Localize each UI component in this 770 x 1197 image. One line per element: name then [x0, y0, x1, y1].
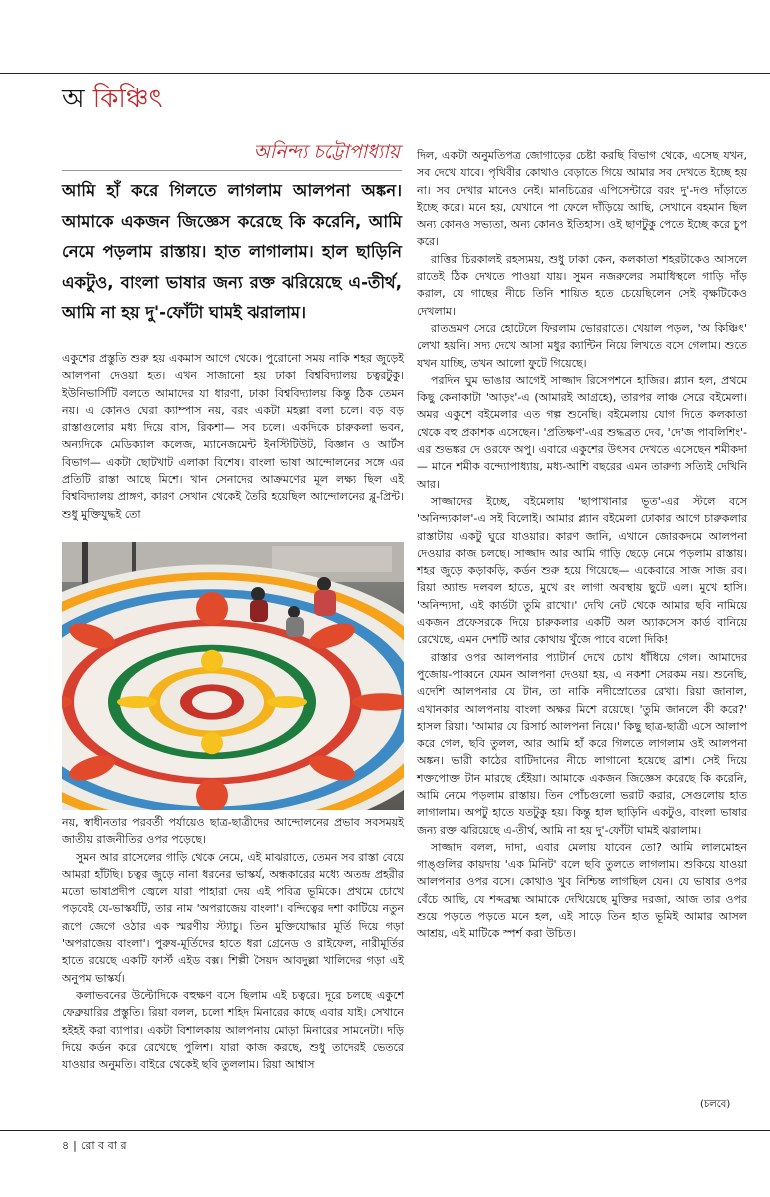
- column-right: [417, 147, 747, 943]
- section-name: কিঞ্চিৎ: [92, 84, 163, 114]
- page-number: ৪: [62, 1139, 70, 1152]
- alpana-photo-image: [62, 542, 404, 810]
- paragraph: পরদিন ঘুম ভাঙার আগেই সাজ্জাদ রিসেপশনে হাজির। প্ল্যান হল, প্রথমে কিছু কেনাকাটা 'আড়ং'-এ (আমারই আগ্রহে), তারপর লাঞ্চ সেরে বইমেলা। অমর একুশে বইমেলার এত গল্প শুনেছি। বইমেলায় যোগ দিতে কলকাতা থেকে বহু প্রকাশক এসেছেন। 'প্রতিক্ষণ'-এর শুদ্ধব্রত দেব, 'দে'জ পাবলিশিং'-এর শুভঙ্কর দে ওরফে অপু। এবারে একুশের উৎসব দেখতে এসেছেন শমীকদা— মানে শমীক বন্দ্যোপাধ্যায়, মধ্য-আশি বছরের এমন তারুণ্য সত্যিই দেখিনি আর।: [417, 373, 747, 491]
- column-left-top: [62, 350, 404, 523]
- paragraph: সুমন আর রাসেলের গাড়ি থেকে নেমে, এই মাঝরাতে, তেমন সব রাস্তা বেয়ে আমরা হাঁটছি। চত্বর জুড়ে নানা ধরনের ভাস্কর্য, অন্ধকারের মধ্যে অতন্দ্র প্রহরীর মতো ভাষাপ্রদীপ জ্বেলে যারা পাহারা দেয় এই পবিত্র ভূমিকে। প্রথমে চোখে পড়বেই যে-ভাস্কর্যটি, তার নাম 'অপরাজেয় বাংলা'। বন্দিত্বের দশা কাটিয়ে নতুন রূপে জেগে ওঠার এক স্মরণীয় স্ট্যাচু। তিন মুক্তিযোদ্ধার মূর্তি দিয়ে গড়া 'অপরাজেয় বাংলা'। পুরুষ-মূর্তিদের হাতে ধরা গ্রেনেড ও রাইফেল, নারীমূর্তির হাতে রয়েছে একটি ফার্স্ট এইড বক্স। শিল্পী সৈয়দ আবদুল্লা খালিদের গড়া এই অনুপম ভাস্কর্য।: [62, 850, 404, 985]
- bottom-rule: [0, 1130, 770, 1131]
- footer-separator: |: [73, 1139, 77, 1152]
- magazine-name: রো ব বা র: [80, 1139, 127, 1152]
- paragraph: সাজ্জাদের ইচ্ছে, বইমেলায় 'ছাপাখানার ভূত'-এর স্টলে বসে 'অনিন্দ্যকাল'-এ সই বিলোই। আমার প্ল্যান বইমেলা ঢোকার আগে চারুকলার রাস্তাটায় একটু ঘুরে যাওয়ার। কারণ জানি, এখানে জোরকদমে আলপনা দেওয়ার কাজ চলছে। সাজ্জাদ আর আমি গাড়ি ছেড়ে নেমে পড়লাম রাস্তায়। শহর জুড়ে কড়াকড়ি, কর্ডন শুরু হয়ে গিয়েছে— একেবারে সাজ সাজ রব। রিয়া অ্যান্ড দলবল হাতে, মুখে রং লাগা অবস্থায় ছুটে এল। মুখে হাসি। 'অনিন্দ্যদা, এই কার্ডটা তুমি রাখো।' দেখি নেট থেকে আমার ছবি নামিয়ে একজন প্রফেসরকে দিয়ে চারুকলার একটি অল অ্যাকসেস কার্ড বানিয়ে রেখেছে, এমন দেশটি আর কোথায় খুঁজে পাবে বলো দিকি!: [417, 494, 747, 647]
- section-title: [62, 82, 162, 116]
- column-left-bottom: [62, 814, 404, 1073]
- alpana-photo: [62, 542, 404, 810]
- paragraph: রাতভ্রমণ সেরে হোটেলে ফিরলাম ভোররাতে। খেয়াল পড়ল, 'অ কিঞ্চিৎ' লেখা হয়নি। সদ্য দেখে আসা মধুর ক্যান্টিন নিয়ে লিখতে বসে গেলাম। শুতে যখন যাচ্ছি, তখন আলো ফুটে গিয়েছে।: [417, 321, 747, 370]
- continued-note: (চলবে): [700, 1099, 731, 1110]
- paragraph: সাজ্জাদ বলল, দাদা, এবার মেলায় যাবেন তো? আমি লালমোহন গাঙ্গুলির কায়দায় 'এক মিনিট' বলে ছবি তুলতে লাগলাম। শুকিয়ে যাওয়া আলপনার ওপর বসে। কোথাও খুব নিশ্চিন্ত লাগছিল যেন। যে ভাষার ওপর বেঁচে আছি, যে শব্দব্রহ্ম আমাকে দেখিয়েছে মুক্তির দরজা, আজ তার ওপর শুয়ে পড়তে পড়তে মনে হল, এই সাড়ে তিন হাত ভূমিই আমার আসল আশ্রয়, এই মাটিকে স্পর্শ করা উচিত।: [417, 840, 747, 941]
- page-footer: [62, 1137, 127, 1156]
- byline-rule: [62, 170, 402, 171]
- paragraph: একুশের প্রস্তুতি শুরু হয় একমাস আগে থেকে। পুরোনো সময় নাকি শহর জুড়েই আলপনা দেওয়া হত। এখন সাজানো হয় ঢাকা বিশ্ববিদ্যালয় চত্বরটুকু। ইউনিভার্সিটি বলতে আমাদের যা ধারণা, ঢাকা বিশ্ববিদ্যালয় কিন্তু ঠিক তেমন নয়। এ কোনও ঘেরা ক্যাম্পাস নয়, বরং একটা মহল্লা বলা চলে। বড় বড় রাস্তাগুলোর মধ্য দিয়ে বাস, রিকশা— সব চলে। একদিকে চারুকলা ভবন, অন্যদিকে মেডিক্যাল কলেজ, ম্যানেজমেন্ট ইনস্টিটিউট, বিজ্ঞান ও আর্টস বিভাগ— একটা ছোটখাট এলাকা বিশেষ। বাংলা ভাষা আন্দোলনের সঙ্গে এর প্রতিটি রাস্তা আছে মিশে। খান সেনাদের আক্রমণের মূল লক্ষ্য ছিল এই বিশ্ববিদ্যালয় প্রাঙ্গণ, কারণ সেখান থেকেই তৈরি হয়েছিল আন্দোলনের ব্লু-প্রিন্ট। শুধু মুক্তিযুদ্ধই তো: [62, 352, 404, 521]
- author-byline: অনিন্দ্য চট্টোপাধ্যায়: [253, 141, 400, 163]
- paragraph: রাস্তার ওপর আলপনার প্যাটার্ন দেখে চোখ ধাঁধিয়ে গেল। আমাদের পুজোয়-পাব্বনে যেমন আলপনা দেওয়া হয়, এ নকশা সেরকম নয়। শুনেছি, এদেশি আলপনার যে টান, তা নাকি নদীস্রোতের রেখা। রিয়া জানাল, এখানকার আলপনায় বাংলা অক্ষর মিশে রয়েছে। 'তুমি জানলে কী করে?' হাসল রিয়া। 'আমার যে রিসার্চ আলপনা নিয়ে।' কিছু ছাত্র-ছাত্রী এসে আলাপ করে গেল, ছবি তুলল, আর আমি হাঁ করে গিলতে লাগলাম ওই আলপনা অঙ্কন। ভারী কাঠের বাটিদানের নীচে লাগানো হয়েছে ব্রাশ। সেই দিয়ে শক্তপোক্ত টান মারছে হেঁইয়া। আমাকে একজন জিজ্ঞেস করেছে কি করেনি, আমি নেমে পড়লাম রাস্তায়। তিন পোঁচগুলো ভরাট করার, সেগুলোয় হাত লাগালাম। অপটু হাতে যতটুকু হয়। কিন্তু হাল ছাড়িনি একটুও, বাংলা ভাষার জন্য রক্ত ঝরিয়েছে এ-তীর্থ, আমি না হয় দু'-ফোঁটা ঘামই ঝরালাম।: [417, 650, 747, 837]
- section-prefix: অ: [62, 84, 85, 114]
- pull-quote-text: আমি হাঁ করে গিলতে লাগলাম আলপনা অঙ্কন। আমাকে একজন জিজ্ঞেস করেছে কি করেনি, আমি নেমে পড়লাম রাস্তায়। হাত লাগালাম। হাল ছাড়িনি একটুও, বাংলা ভাষার জন্য রক্ত ঝরিয়েছে এ-তীর্থ, আমি না হয় দু'-ফোঁটা ঘামই ঝরালাম।: [62, 181, 402, 322]
- paragraph: কলাভবনের উল্টোদিকে বহুক্ষণ বসে ছিলাম এই চত্বরে। দূরে চলছে একুশে ফেব্রুয়ারির প্রস্তুতি। রিয়া বলল, চলো শহিদ মিনারের কাছে এবার যাই। সেখানে হইহই করা ব্যাপার। একটা বিশালকায় আলপনায় মোড়া মিনারের সামনেটা। দড়ি দিয়ে কর্ডন করে রেখেছে পুলিশ। যারা কাজ করছে, শুধু তাদেরই ভেতরে যাওয়ার অনুমতি। বাইরে থেকেই ছবি তুললাম। রিয়া আশ্বাস: [62, 988, 404, 1072]
- paragraph: নয়, স্বাধীনতার পরবর্তী পর্যায়েও ছাত্র-ছাত্রীদের আন্দোলনের প্রভাব সবসময়ই জাতীয় রাজনীতির ওপর পড়েছে।: [62, 816, 404, 847]
- pull-quote: [62, 176, 402, 329]
- paragraph: দিল, একটা অনুমতিপত্র জোগাড়ের চেষ্টা করছি বিভাগ থেকে, এসেছ যখন, সব দেখে যাবে। পৃথিবীর কোথাও বেড়াতে গিয়ে আমার সব দেখতে ইচ্ছে হয় না। সব দেখার মানেও নেই। মানচিত্রের এপিসেন্টারে বরং দু'-দণ্ড দাঁড়াতে ইচ্ছে করে। মনে হয়, যেখানে পা ফেলে দাঁড়িয়ে আছি, সেখানে বহমান ছিল অন্য কোনও সভ্যতা, অন্য কোনও ইতিহাস। ওই ছাণটুকু পেতে ইচ্ছে করে চুপ করে।: [417, 149, 747, 249]
- top-rule: [0, 73, 770, 74]
- paragraph: রাত্তির চিরকালই রহস্যময়, শুধু ঢাকা কেন, কলকাতা শহরটাকেও আসলে রাতেই ঠিক দেখতে পাওয়া যায়। সুমন নজরুলের সমাধিস্থলে গাড়ি দাঁড় করাল, যে গাছের নীচে তিনি শায়িত হতে চেয়েছিলেন সেই বৃক্ষটিকেও দেখলাম।: [417, 252, 747, 318]
